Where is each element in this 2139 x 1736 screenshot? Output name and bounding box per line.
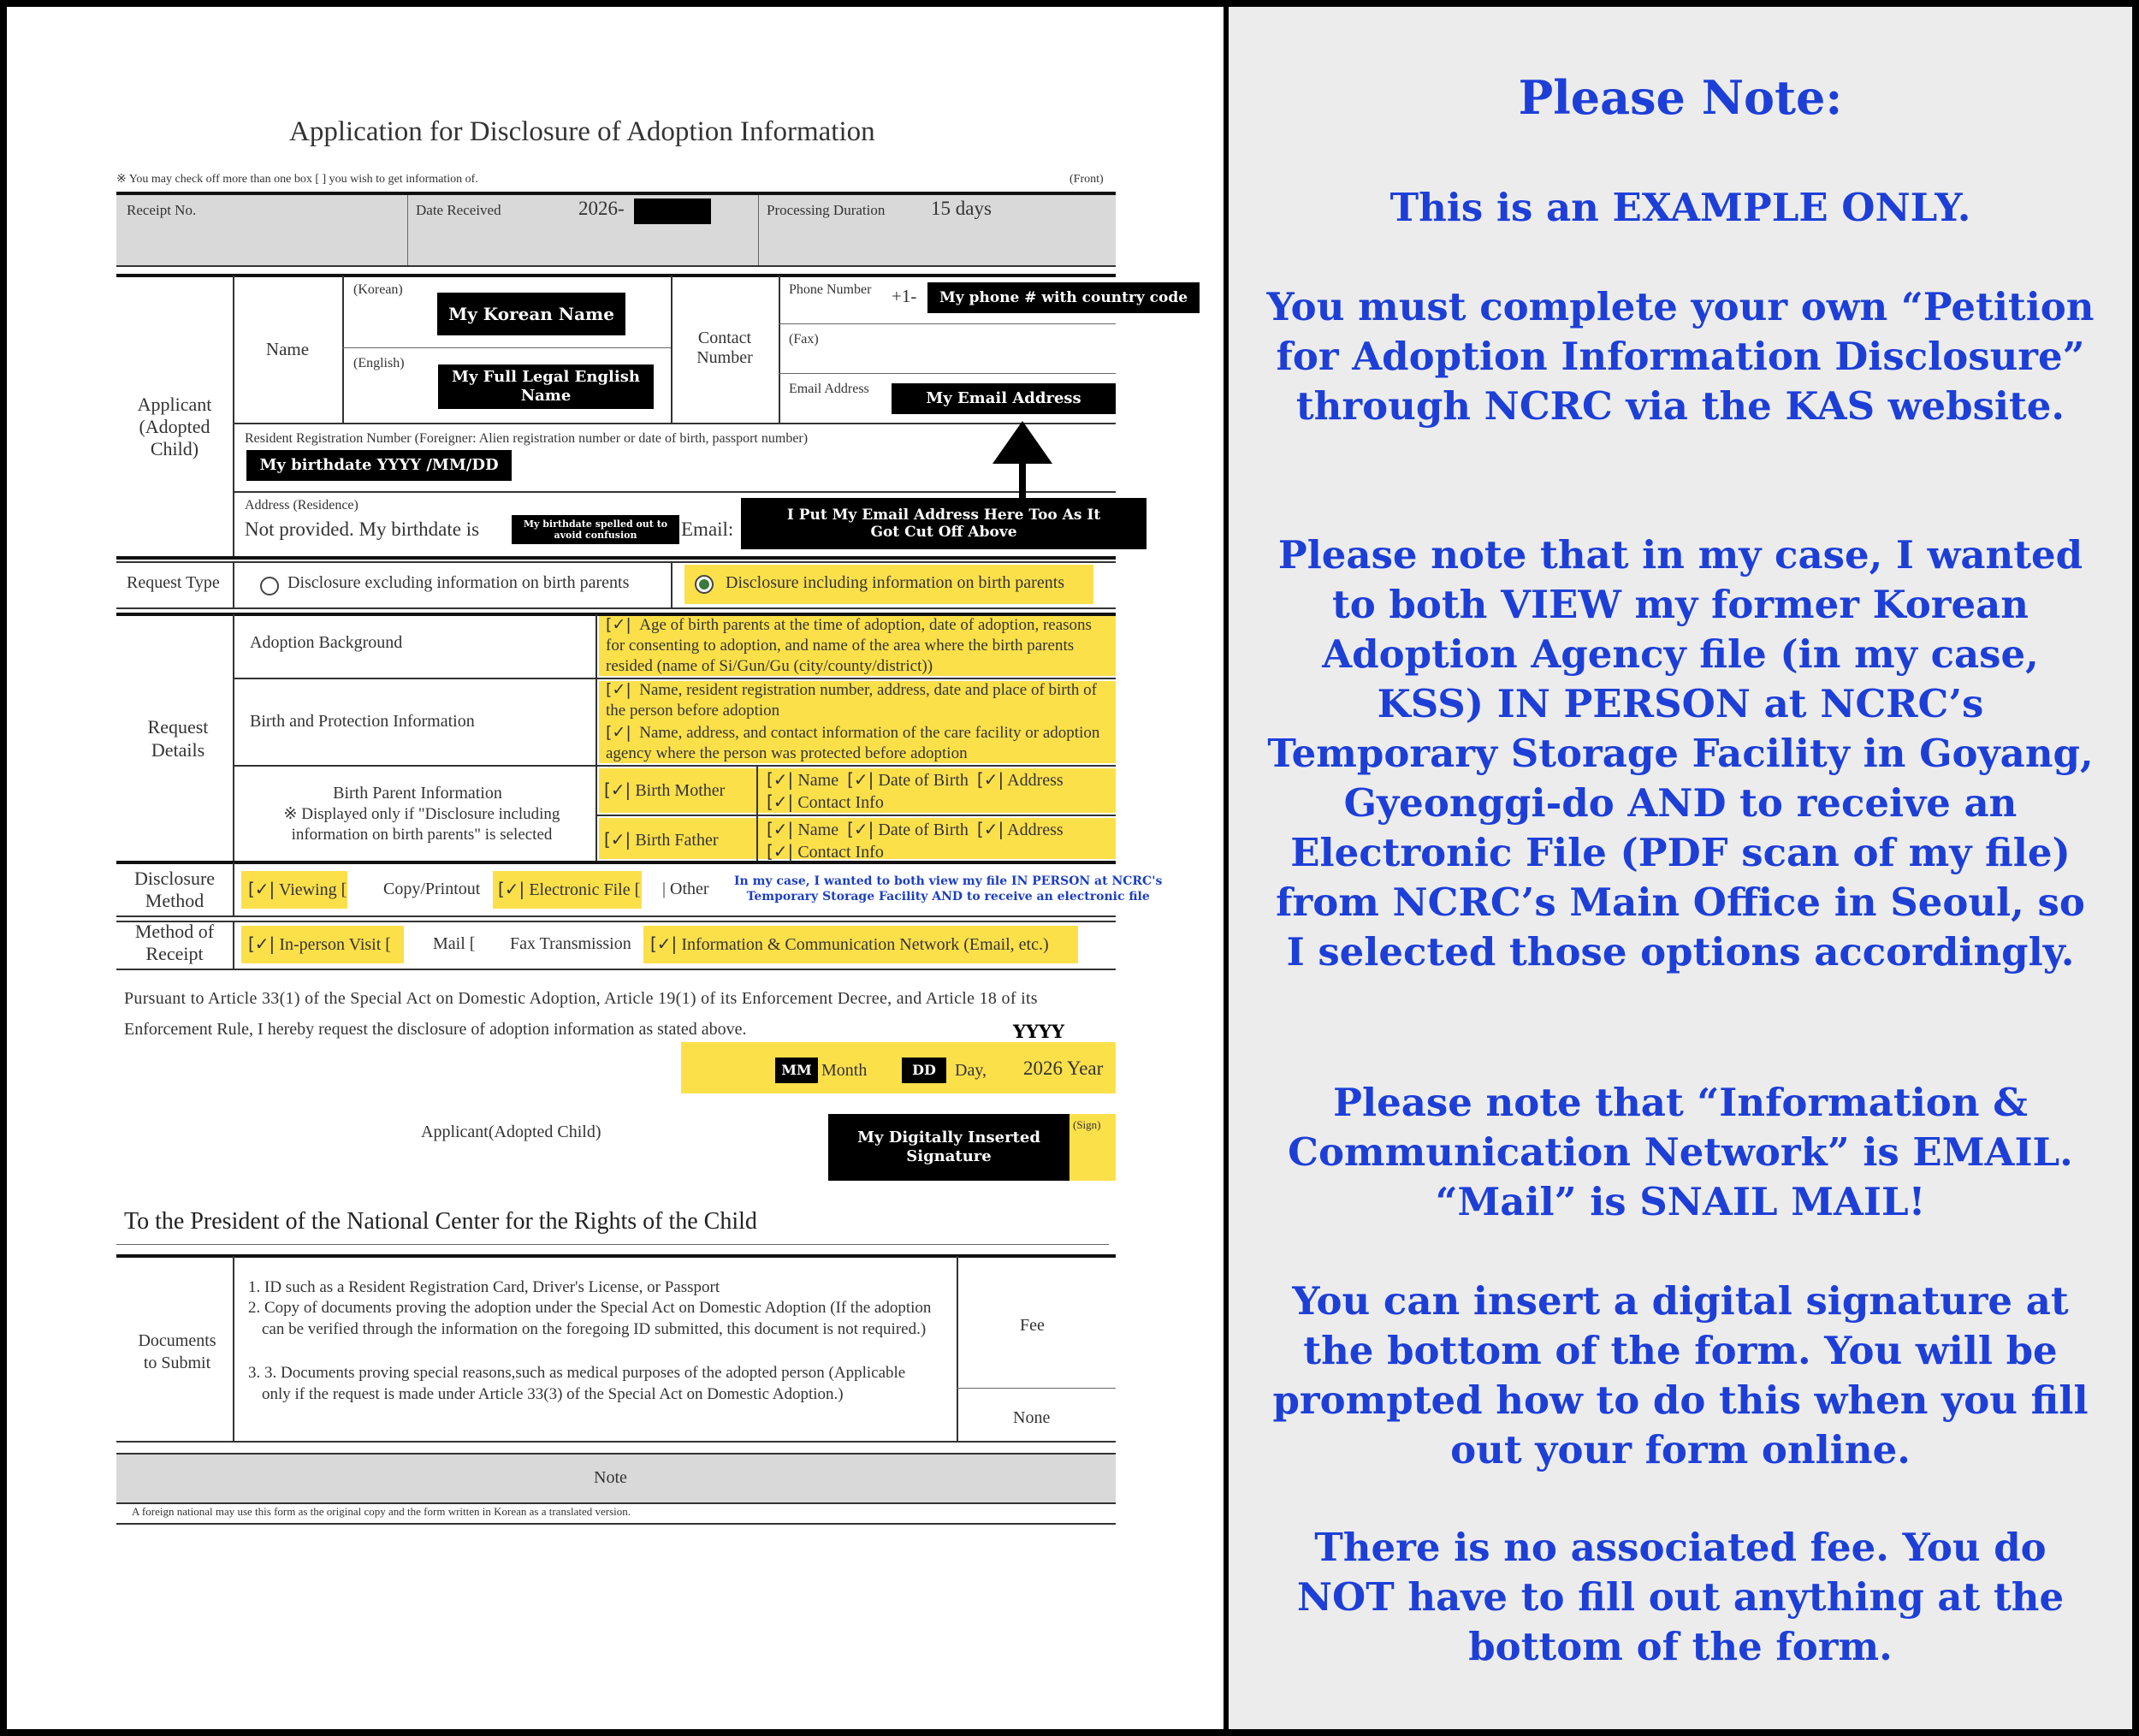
- documents-label: Documents to Submit: [138, 1331, 216, 1372]
- request-type-label: Request Type: [127, 573, 220, 592]
- checkbox-checked-icon[interactable]: [✓|: [976, 769, 1004, 790]
- email-inline-label: Email:: [681, 518, 734, 540]
- notes-para4: You can insert a digital signature at the bottom of the form. You will be prompted how to do this when you fill out your form online.: [1272, 1278, 2089, 1472]
- processing-duration-value: 15 days: [931, 198, 992, 219]
- phone-box[interactable]: My phone # with country code: [927, 282, 1200, 313]
- checkbox-checked-icon[interactable]: [✓|: [767, 841, 794, 862]
- rrn-label: Resident Registration Number (Foreigner: Alien registration number or date of birth, passport number): [245, 431, 809, 446]
- radio-selected-icon[interactable]: [695, 575, 714, 594]
- birth-parent-info-label: Birth Parent Information: [333, 784, 502, 803]
- pursuant-line1: Pursuant to Article 33(1) of the Special Act on Domestic Adoption, Article 19(1) of its Enforcement Decree, and Article 18 of its: [124, 989, 1038, 1008]
- checkbox-checked-icon[interactable]: [✓|: [847, 819, 874, 839]
- check-note: ※ You may check off more than one box [ ] you wish to get information of.: [116, 173, 478, 186]
- mm-box[interactable]: MM: [775, 1058, 818, 1083]
- day-label: Day,: [955, 1061, 987, 1080]
- english-label: (English): [353, 356, 405, 370]
- birthdate-spelled-box[interactable]: My birthdate spelled out to avoid confusion: [512, 515, 679, 544]
- name-label: Name: [265, 339, 310, 359]
- birth-mother-option[interactable]: [✓| Birth Mother: [604, 779, 726, 800]
- birth-mother-fields-1: [✓| Name [✓| Date of Birth [✓| Address: [767, 769, 1064, 790]
- checkbox-checked-icon[interactable]: [✓|: [606, 723, 631, 742]
- birth-parent-note: ※ Displayed only if "Disclosure including information on birth parents" is selected: [283, 805, 560, 844]
- method-of-receipt-label: Method of Receipt: [134, 921, 215, 964]
- applicant-adopted-label: Applicant(Adopted Child): [421, 1123, 601, 1141]
- form-document: [7, 7, 1224, 1729]
- info-network-option[interactable]: [✓| Information & Communication Network (Email, etc.): [650, 933, 1049, 954]
- date-received-label: Date Received: [416, 202, 501, 218]
- address-text: Not provided. My birthdate is: [245, 518, 480, 540]
- checkbox-checked-icon[interactable]: [✓|: [847, 769, 874, 790]
- birthdate-box[interactable]: My birthdate YYYY /MM/DD: [246, 450, 512, 481]
- electronic-file-option[interactable]: [✓| Electronic File [: [498, 879, 641, 899]
- notes-title: Please Note:: [1518, 70, 1843, 125]
- fax-label: (Fax): [789, 332, 819, 347]
- doc1: 1. ID such as a Resident Registration Card, Driver's License, or Passport: [248, 1278, 720, 1296]
- checkbox-checked-icon[interactable]: [✓|: [976, 819, 1004, 839]
- phone-prefix: +1-: [892, 286, 917, 306]
- email-address-label: Email Address: [789, 382, 869, 396]
- request-details-label: Request Details: [147, 716, 209, 761]
- pursuant-line2: Enforcement Rule, I hereby request the disclosure of adoption information as stated above.: [124, 1020, 747, 1039]
- copy-printout-option[interactable]: Copy/Printout: [383, 880, 481, 898]
- birth-father-fields-1: [✓| Name [✓| Date of Birth [✓| Address: [767, 819, 1064, 839]
- adoption-background-text: [✓| Age of birth parents at the time of adoption, date of adoption, reasons for consenting to adoption, and name of the area where the birth parents resided (name of Si/Gun/Gu (city/county/district)): [606, 615, 1092, 675]
- address-label: Address (Residence): [245, 498, 358, 513]
- doc3: 3. 3. Documents proving special reasons,such as medical purposes of the adopted person (Applicable only if the request is made under Article 33(3) of the Special Act on Domestic Adoption.): [248, 1364, 906, 1403]
- email-cutoff-box[interactable]: I Put My Email Address Here Too As It Got Cut Off Above: [741, 498, 1147, 549]
- up-arrow-icon: [992, 421, 1052, 498]
- checkbox-checked-icon: [✓|: [604, 779, 631, 800]
- form-title: Application for Disclosure of Adoption Information: [289, 116, 875, 147]
- checkbox-checked-icon[interactable]: [✓|: [767, 769, 794, 790]
- signature-box[interactable]: My Digitally Inserted Signature: [828, 1114, 1070, 1181]
- yyyy-label: YYYY: [1013, 1021, 1064, 1042]
- adoption-background-label: Adoption Background: [250, 633, 403, 652]
- notes-para3: Please note that “Information & Communication Network” is EMAIL. “Mail” is SNAIL MAIL!: [1288, 1080, 2073, 1224]
- birth-protection-text1: [✓| Name, resident registration number, address, date and place of birth of the person before adoption: [606, 680, 1097, 720]
- option-excluding[interactable]: Disclosure excluding information on birth parents: [287, 573, 630, 592]
- fee-label: Fee: [1020, 1316, 1045, 1335]
- footer-text: A foreign national may use this form as the original copy and the form written in Korean as a translated version.: [132, 1505, 631, 1518]
- dd-box[interactable]: DD: [902, 1058, 946, 1083]
- birth-protection-text2: [✓| Name, address, and contact information of the care facility or adoption agency where the person was protected before adoption: [606, 723, 1100, 762]
- korean-name-box[interactable]: My Korean Name: [437, 293, 625, 335]
- other-option[interactable]: | Other: [662, 880, 709, 898]
- english-name-box[interactable]: My Full Legal English Name: [438, 364, 654, 409]
- phone-number-label: Phone Number: [789, 282, 872, 297]
- doc2: 2. Copy of documents proving the adoption under the Special Act on Domestic Adoption (If the adoption can be verified through the information on the foregoing ID submitted, this document is not required.): [248, 1299, 932, 1338]
- checkbox-checked-icon[interactable]: [✓|: [606, 615, 631, 634]
- radio-unselected-icon[interactable]: [260, 577, 279, 595]
- checkbox-checked-icon[interactable]: [✓|: [767, 791, 794, 812]
- disclosure-method-label: Disclosure Method: [133, 868, 216, 911]
- month-label: Month: [821, 1061, 868, 1080]
- notes-panel: [1229, 7, 2132, 1729]
- email-box[interactable]: My Email Address: [892, 383, 1116, 414]
- birth-mother-fields-2: [✓| Contact Info: [767, 791, 884, 812]
- to-president: To the President of the National Center for the Rights of the Child: [124, 1208, 757, 1235]
- date-received-value: 2026-: [578, 198, 625, 219]
- checkbox-checked-icon[interactable]: [✓|: [767, 819, 794, 839]
- birth-father-option[interactable]: [✓| Birth Father: [604, 829, 719, 850]
- front-label: (Front): [1070, 173, 1104, 186]
- birth-protection-label: Birth and Protection Information: [250, 712, 475, 731]
- year-value: 2026 Year: [1023, 1058, 1104, 1079]
- option-including[interactable]: Disclosure including information on birth parents: [726, 573, 1065, 592]
- checkbox-checked-icon: [✓|: [248, 879, 276, 899]
- checkbox-checked-icon: [✓|: [248, 933, 276, 954]
- birth-father-fields-2: [✓| Contact Info: [767, 841, 884, 862]
- fax-option[interactable]: Fax Transmission: [510, 934, 631, 953]
- checkbox-checked-icon: [✓|: [604, 829, 631, 850]
- applicant-label: Applicant (Adopted Child): [137, 394, 212, 459]
- note-label: Note: [594, 1468, 627, 1487]
- notes-para2: Please note that in my case, I wanted to both VIEW my former Korean Adoption Agency file (in my case, KSS) IN PERSON at NCRC’s Temporary Storage Facility in Goyang, Gyeonggi-do AND to receive an Electronic File (PDF scan of my file) from NCRC’s Main Office in Seoul, so I selected those options accordingly.: [1267, 532, 2094, 975]
- notes-example: This is an EXAMPLE ONLY.: [1389, 185, 1971, 230]
- receipt-no-label: Receipt No.: [127, 202, 197, 218]
- redaction-box: [634, 198, 711, 224]
- korean-label: (Korean): [353, 282, 403, 297]
- sign-label: (Sign): [1073, 1118, 1101, 1131]
- checkbox-checked-icon: [✓|: [498, 879, 525, 899]
- checkbox-checked-icon: [✓|: [650, 933, 678, 954]
- viewing-option[interactable]: [✓| Viewing [: [248, 879, 347, 899]
- notes-para1: You must complete your own “Petition for Adoption Information Disclosure” through NCRC via the KAS website.: [1266, 284, 2095, 429]
- method-note: In my case, I wanted to both view my file IN PERSON at NCRC's Temporary Storage Facility AND to receive an electronic file: [734, 874, 1163, 904]
- contact-number-label: Contact Number: [696, 329, 753, 367]
- in-person-option[interactable]: [✓| In-person Visit [: [248, 933, 391, 954]
- processing-duration-label: Processing Duration: [767, 202, 886, 218]
- fee-value: None: [1013, 1408, 1051, 1427]
- mail-option[interactable]: Mail [: [433, 934, 476, 953]
- checkbox-checked-icon[interactable]: [✓|: [606, 680, 631, 699]
- notes-para5: There is no associated fee. You do NOT have to fill out anything at the bottom of the form.: [1296, 1525, 2065, 1669]
